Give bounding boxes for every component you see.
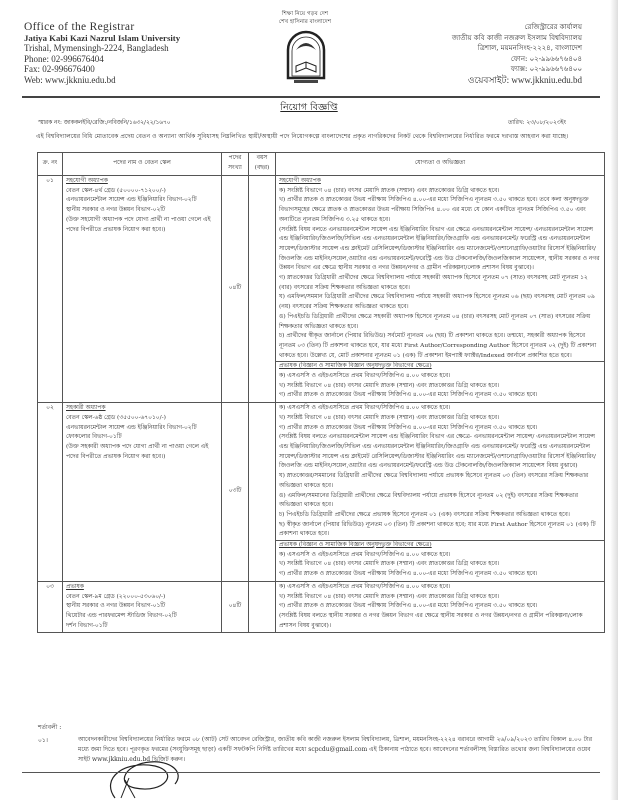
header-right-bengali xyxy=(452,22,582,86)
table-row xyxy=(38,403,605,582)
qualification-item: ক) এসএসসি ও এইচএসসিতে প্রথম বিভাগ/সিজিপিএ ৪.০০ থাকতে হবে। xyxy=(279,551,451,558)
post-title: প্রভাষক xyxy=(66,583,84,590)
qualification-item: গ) প্রার্থীর স্নাতক ও স্নাতকোত্তর উভয় পরীক্ষায় সিজিপিএ ৪.০০-এর মধ্যে সিজিপিএ ন্যূনতম ৩.৫০ থাকতে হবে। xyxy=(279,603,538,610)
header-divider xyxy=(22,96,600,98)
web-bn: ওয়েবসাইট: www.jkkniu.edu.bd xyxy=(467,74,582,85)
qualification-item: ঘ) স্নাতকোত্তর/সমমানের ডিগ্রিধারী প্রার্থীদের ক্ষেত্রে বিশ্ববিদ্যালয় পর্যায়ে প্রভাষক হিসেবে ন্যূনতম ০৩ (তিন) বৎসরের সক্রিয় শিক্ষকতার অভিজ্ঞতা থাকতে হবে। xyxy=(279,473,589,489)
address-bn: ত্রিশাল, ময়মনসিংহ-২২২৪, বাংলাদেশ xyxy=(477,44,582,53)
post-count: ০৪টি xyxy=(222,176,249,403)
positions-table xyxy=(37,152,605,633)
qualification-item: ক) এসএসসি ও এইচএসসিতে প্রথম বিভাগ/সিজিপিএ ৪.০০ থাকতে হবে। xyxy=(279,373,451,380)
col-header-age: বয়স (বছর) xyxy=(249,153,276,176)
post-detail-line: (উক্ত সহযোগী অধ্যাপক পদে যোগ্য প্রার্থী না পাওয়া গেলে এই পদের বিপরীতে প্রভাষক নিয়োগ করা হবে।) xyxy=(66,216,211,233)
memo-number: স্মারক নং: জাককনইবি/রেজি:/নবিজনি/১৬৩২/২২/১৬৭০ xyxy=(38,120,171,126)
post-detail-line: স্থানীয় সরকার ও নগর উন্নয়ন বিভাগ-০১টি xyxy=(66,603,166,610)
post-count: ০৩টি xyxy=(222,403,249,582)
condition-text: আবেদনকারীদের বিশ্ববিদ্যালয়ের নির্ধারিত ফরমে ০৮ (আট) সেট আবেদন রেজিস্ট্রার, জাতীয় কবি কাজী নজরুল ইসলাম বিশ্ববিদ্যালয়, ত্রিশাল, ময়মনসিংহ-২২২৪ বরাবরে আগামী ২৬/০৯/২০২৩ তারিখ বিকাল ৪.০০ টার মধ্যে জমা দিতে হবে। পূরণকৃত ফরমের (সংযুক্তিসমূহ ছাড়া) একটি সফটকপি নির্দিষ্ট তারিখের মধ্যে scpcdu@gmail.com এই ঠিকানায় পাঠাতে হবে। আবেদনের শর্তাবলীসহ বিস্তারিত তথ্যের জন্য বিশ্ববিদ্যালয়ের ওয়েব সাইট www.jkkniu.edu.bd ভিজিট করুন। xyxy=(78,736,593,763)
table-body xyxy=(38,176,605,633)
qualification-item: ঘ) এমফিল/সমমান ডিগ্রিধারী প্রার্থীদের ক্ষেত্রে বিশ্ববিদ্যালয় পর্যায়ে সহকারী অধ্যাপক হিসেবে ন্যূনতম ০৬ (ছয়) বৎসরসহ মোট ন্যূনতম ০৯ (নয়) বৎসরের সক্রিয় শিক্ষকতার অভিজ্ঞতা থাকতে হবে। xyxy=(279,294,595,311)
qualification-item: ক) এসএসসি ও এইচএসসিতে প্রথম বিভাগ/সিজিপিএ ৪.০০ থাকতে হবে। xyxy=(279,583,451,590)
qualification-item: খ) সংশ্লিষ্ট বিভাগে ০৪ (চার) বৎসর মেয়াদি স্নাতক (সম্মান) এবং স্নাতকোত্তর ডিগ্রি থাকতে হবে। xyxy=(279,414,500,421)
qualification-section xyxy=(279,404,601,540)
qualification-item: ক) এসএসসি ও এইচএসসিতে প্রথম বিভাগ/সিজিপিএ ৪.০০ থাকতে হবে। xyxy=(279,405,451,412)
qualification-section xyxy=(279,583,601,632)
col-header-qualification: যোগ্যতা ও অভিজ্ঞতা xyxy=(276,153,605,176)
qualification-item: খ) সংশ্লিষ্ট বিভাগে ০৪ (চার) বৎসর মেয়াদি স্নাতক (সম্মান) এবং স্নাতকোত্তর ডিগ্রি থাকতে হবে। xyxy=(279,593,500,600)
post-detail-line: বেতন স্কেল-৯ম গ্রেড (২২০০০-৫৩০৬০/-) xyxy=(66,593,166,600)
qualification-item: খ) সংশ্লিষ্ট বিভাগে ০৪ (চার) বৎসর মেয়াদি স্নাতক (সম্মান) এবং স্নাতকোত্তর ডিগ্রি থাকতে হবে। xyxy=(279,382,500,389)
university-name-bn: জাতীয় কবি কাজী নজরুল ইসলাম বিশ্ববিদ্যালয় xyxy=(451,33,582,42)
university-logo xyxy=(282,28,330,88)
qualification-cell xyxy=(276,403,605,582)
post-count: ০৪টি xyxy=(222,581,249,633)
qualification-item: চ) পিএইচডি ডিগ্রিধারী প্রার্থীদের ক্ষেত্রে প্রভাষক হিসেবে ন্যূনতম ০১ (এক) বৎসরের সক্রিয় শিক্ষকতার অভিজ্ঞতা থাকতে হবে। xyxy=(279,511,570,518)
post-title: সহকারী অধ্যাপক xyxy=(66,405,106,412)
notice-date: তারিখ: ২৩/০৮/২০২৩ইং xyxy=(507,120,566,126)
motto-line: শেখ হাসিনার বাংলাদেশ xyxy=(278,19,332,25)
fax-en: Fax: 02-996676400 xyxy=(24,64,95,75)
post-detail-line: (উক্ত সহকারী অধ্যাপক পদে যোগ্য প্রার্থী না পাওয়া গেলে এই পদের বিপরীতে প্রভাষক নিয়োগ করা হবে।) xyxy=(66,443,209,460)
post-detail-line: বেতন স্কেল-৪র্থ গ্রেড (৫০০০০-৭১২০০/-) xyxy=(66,187,166,194)
table-header-row xyxy=(38,153,605,176)
qualification-item: চ) প্রার্থীদের স্বীকৃত জার্নালে (পিয়ার রিভিউড) সর্বমোট ন্যূনতম ০৬ (ছয়) টি প্রকাশনা থাকতে হবে। তন্মধ্যে, সহকারী অধ্যাপক হিসেবে ন্যূনতম ০৩ (তিন) টি প্রকাশনা থাকতে হবে, যার মধ্যে First Author/Corresponding Author হিসেবে ন্যূনতম ০২ (দুই) টি প্রকাশনা থাকতে হবে। উল্লেখ্য যে, মোট প্রকাশনার ন্যূনতম ০১ (এক) টি প্রকাশনা ইমপ্যাক্ট ফ্যাক্টর/Indexed জার্নালে প্রকাশিত হতে হবে। xyxy=(279,333,597,359)
qualification-item: গ) স্নাতকোত্তর ডিগ্রিধারী প্রার্থীদের ক্ষেত্রে বিশ্ববিদ্যালয় পর্যায়ে সহকারী অধ্যাপক হিসেবে ন্যূনতম ০৭ (সাত) বৎসরসহ মোট ন্যূনতম ১২ (বার) বৎসরের সক্রিয় শিক্ষকতার অভিজ্ঞতা থাকতে হবে। xyxy=(279,275,588,291)
serial-number: ০২ xyxy=(38,403,63,582)
conditions-heading: শর্তাবলী : xyxy=(38,724,62,731)
motto xyxy=(240,10,370,26)
post-detail-line: ফোকলোর বিভাগ-০১টি xyxy=(66,434,122,441)
office-name-bn: রেজিস্ট্রারের কার্যালয় xyxy=(524,23,582,31)
col-header-post: পদের নাম ও বেতন স্কেল xyxy=(63,153,222,176)
header-left-english xyxy=(24,22,180,86)
qualification-cell xyxy=(276,176,605,403)
table-row xyxy=(38,581,605,633)
qualification-item: ঙ) পিএইচডি ডিগ্রিধারী প্রার্থীদের ক্ষেত্রে সহকারী অধ্যাপক হিসেবে ন্যূনতম ০৪ (চার) বৎসরসহ মোট ন্যূনতম ০৭ (সাত) বৎসরের সক্রিয় শিক্ষকতার অভিজ্ঞতা থাকতে হবে। xyxy=(279,313,591,330)
signature xyxy=(95,758,205,800)
qualification-item: ক) সংশ্লিষ্ট বিভাগে ০৪ (চার) বৎসর মেয়াদি স্নাতক (সম্মান) এবং স্নাতকোত্তর ডিগ্রি থাকতে হবে। xyxy=(279,187,500,194)
post-detail-line: থিয়েটার এন্ড পারফরমেন্স স্টাডিজ বিভাগ-০২টি xyxy=(66,612,177,619)
qualification-item: গ) প্রার্থীর স্নাতক ও স্নাতকোত্তর উভয় পরীক্ষায় সিজিপিএ ৪.০০-এর মধ্যে সিজিপিএ ন্যূনতম ৩.৫০ থাকতে হবে। xyxy=(279,392,538,399)
motto-line: শিক্ষা নিয়ে গড়ব দেশ xyxy=(281,11,329,17)
qualification-item: ছ) স্বীকৃত জার্নালে (পিয়ার রিভিউড) ন্যূনতম ০৩ (তিন) টি প্রকাশনা থাকতে হবে; যার মধ্যে First Author হিসেবে ন্যূনতম ০১ (এক) টি প্রকাশনা থাকতে হবে। xyxy=(279,521,596,538)
section-heading: প্রভাষক (বিজ্ঞান ও সামাজিক বিজ্ঞান অনুষদভুক্ত বিভাগের ক্ষেত্রে) xyxy=(279,363,432,370)
footer-divider xyxy=(22,772,600,773)
scan-edge-shadow xyxy=(610,0,618,800)
age-limit xyxy=(249,176,276,403)
university-name-en: Jatiya Kabi Kazi Nazrul Islam University xyxy=(24,32,181,43)
address-en: Trishal, Mymensingh-2224, Bangladesh xyxy=(24,43,169,54)
phone-en: Phone: 02-996676404 xyxy=(24,53,104,64)
post-cell xyxy=(63,403,222,582)
section-heading: প্রভাষক (বিজ্ঞান ও সামাজিক বিজ্ঞান অনুষদভুক্ত বিভাগের ক্ষেত্রে) xyxy=(279,542,432,549)
condition-number: ০১। xyxy=(38,737,48,744)
qualification-cell xyxy=(276,581,605,633)
qualification-item: ঙ) এমফিল/সমমানের ডিগ্রিধারী প্রার্থীদের ক্ষেত্রে বিশ্ববিদ্যালয় পর্যায়ে প্রভাষক হিসেবে ন্যূনতম ০২ (দুই) বৎসরের সক্রিয় শিক্ষকতার অভিজ্ঞতা থাকতে হবে। xyxy=(279,492,578,509)
post-detail-line: এনভায়রনমেন্টাল সায়েন্স এন্ড ইঞ্জিনিয়ারিং বিভাগ-০২টি xyxy=(66,197,197,204)
post-detail-line: স্থানীয় সরকার ও নগর উন্নয়ন বিভাগ-০২টি xyxy=(66,207,166,214)
web-en: Web: www.jkkniu.edu.bd xyxy=(24,74,116,85)
post-cell xyxy=(63,176,222,403)
age-limit xyxy=(249,581,276,633)
qualification-item: খ) সংশ্লিষ্ট বিভাগে ০৪ (চার) বৎসর মেয়াদি স্নাতক (সম্মান) এবং স্নাতকোত্তর ডিগ্রি থাকতে হবে। xyxy=(279,561,500,568)
serial-number: ০১ xyxy=(38,176,63,403)
intro-paragraph: এই বিশ্ববিদ্যালয়ের বিধি মোতাবেক প্রদেয় বেতন ও অন্যান্য আর্থিক সুবিধাসহ নিম্নলিখিত স্থায়ী/অস্থায়ী পদে নিয়োগকল্পে বাংলাদেশের প্রকৃত নাগরিকদের নিকট থেকে বিশ্ববিদ্যালয়ের নির্ধারিত ফরমে দরখাস্ত আহবান করা যাচ্ছে। xyxy=(36,133,569,140)
col-header-serial: ক্র. নং xyxy=(38,153,63,176)
section-heading: সহযোগী অধ্যাপক xyxy=(279,178,321,184)
post-detail-line: দর্শন বিভাগ-০১টি xyxy=(66,622,108,629)
qualification-item: (সংশ্লিষ্ট বিষয় বলতে এনভায়রনমেন্টাল সায়েন্স এন্ড ইঞ্জিনিয়ারিং বিভাগ এর ক্ষেত্রে- এনভায়রনমেন্টাল সায়েন্স/ এনভায়রনমেন্টাল সায়েন্স এন্ড ইঞ্জিনিয়ারিং/জিওলজি/সিভিল এন্ড এনভায়রনমেন্টাল ইঞ্জিনিয়ারিং/জিওগ্রাফি এন্ড এনভায়রনমেন্ট/ ফরেস্ট্রি এন্ড এনভায়রনমেন্টাল সায়েন্স/ডিজাস্টার সায়েন্স এন্ড ক্লাইমেট রেসিলিয়েন্স/ডিজাস্টার ইঞ্জিনিয়ারিং এন্ড ম্যানেজমেন্ট/ওশানোগ্রাফি/ওয়াটার রিসোর্স ইঞ্জিনিয়ারিং/জিওলজি এন্ড মাইনিং/সয়েল,ওয়াটার এন্ড এনভায়রনমেন্ট/ফরেস্ট্রি এন্ড উড টেকনোলজি/জিওলজিক্যাল সায়েন্সেস বিষয় বুঝাবে) xyxy=(279,434,596,470)
qualification-section xyxy=(279,177,601,361)
table-row xyxy=(38,176,605,403)
fax-bn: ফ্যাক্স: ০২-৯৯৬৬৭৬৪০০ xyxy=(510,65,582,74)
qualification-section xyxy=(276,361,604,401)
qualification-section xyxy=(276,540,604,580)
age-limit xyxy=(249,403,276,582)
qualification-item: (সংশ্লিষ্ট বিষয় বলতে স্থানীয় সরকার ও নগর উন্নয়ন বিভাগ এর ক্ষেত্রে স্থানীয় সরকার ও নগর উন্নয়ন/নগর ও গ্রামীন পরিকল্পনা/লোক প্রশাসন বিষয় বুঝাবে)। xyxy=(279,612,583,629)
qualification-item: খ) প্রার্থীর স্নাতক ও স্নাতকোত্তর উভয় পরীক্ষায় সিজিপিএ ৪.০০-এর মধ্যে সিজিপিএ ন্যূনতম ৩.৫০ থাকতে হবে। তবে কলা অনুষদভুক্ত বিভাগসমূহের ক্ষেত্রে স্নাতক ও স্নাতকোত্তর উভয় পরীক্ষায় সিজিপিএ ৪.০০ এর মধ্যে যে কোন একটিতে ন্যূনতম সিজিপিএ ৩.৫০ এবং অন্যটিতে ন্যূনতম সিজিপিএ ৩.২৫ থাকতে হবে। xyxy=(279,197,589,223)
post-title: সহযোগী অধ্যাপক xyxy=(66,178,108,184)
col-header-count: পদের সংখ্যা xyxy=(222,153,249,176)
qualification-item: (সংশ্লিষ্ট বিষয় বলতে এনভায়রনমেন্টাল সায়েন্স এন্ড ইঞ্জিনিয়ারিং বিভাগ এর ক্ষেত্রে এনভায়রনমেন্টাল সায়েন্স/ এনভায়রনমেন্টাল সায়েন্স এন্ড ইঞ্জিনিয়ারিং/জিওলজি/সিভিল এন্ড এনভায়রনমেন্টাল ইঞ্জিনিয়ারিং/জিওগ্রাফি এন্ড এনভায়রনমেন্ট/ ফরেস্ট্রি এন্ড এনভায়রনমেন্টাল সায়েন্স/ডিজাস্টার সায়েন্স এন্ড ক্লাইমেট রেসিলিয়েন্স/ডিজাস্টার ইঞ্জিনিয়ারিং এন্ড ম্যানেজমেন্ট/ওশানোগ্রাফি/ওয়াটার রিসোর্স ইঞ্জিনিয়ারিং/জিওলজি এন্ড মাইনিং/সয়েল,ওয়াটার এন্ড এনভায়রনমেন্ট/ফরেস্ট্রি এন্ড উড টেকনোলজি/জিওলজিক্যাল সায়েন্সেস, স্থানীয় সরকার ও নগর উন্নয়ন বিভাগ এর ক্ষেত্রে স্থানীয় সরকার ও নগর উন্নয়ন/নগর ও গ্রামীন পরিকল্পনা/লোক প্রশাসন বিষয় বুঝাবে)। xyxy=(279,226,600,272)
notice-title: নিয়োগ বিজ্ঞপ্তি xyxy=(280,102,338,113)
qualification-item: গ) প্রার্থীর স্নাতক ও স্নাতকোত্তর উভয় পরীক্ষায় সিজিপিএ ৪.০০-এর মধ্যে সিজিপিএ ন্যূনতম ৩.৫০ থাকতে হবে। xyxy=(279,424,538,431)
qualification-item: গ) প্রার্থীর স্নাতক ও স্নাতকোত্তর উভয় পরীক্ষায় সিজিপিএ ৪.০০-এর মধ্যে সিজিপিএ ন্যূনতম ৩.৫০ থাকতে হবে। xyxy=(279,571,538,578)
phone-bn: ফোন: ০২-৯৯৬৬৭৬৪০৪ xyxy=(510,54,582,63)
post-detail-line: বেতন স্কেল-৬ষ্ঠ গ্রেড (৩৫৫০০-৬৭০১০/-) xyxy=(66,414,166,421)
serial-number: ০৩ xyxy=(38,581,63,633)
office-name-en: Office of the Registrar xyxy=(24,21,135,33)
post-cell xyxy=(63,581,222,633)
post-detail-line: এনভায়রনমেন্টাল সায়েন্স এন্ড ইঞ্জিনিয়ারিং বিভাগ-০২টি xyxy=(66,424,197,431)
